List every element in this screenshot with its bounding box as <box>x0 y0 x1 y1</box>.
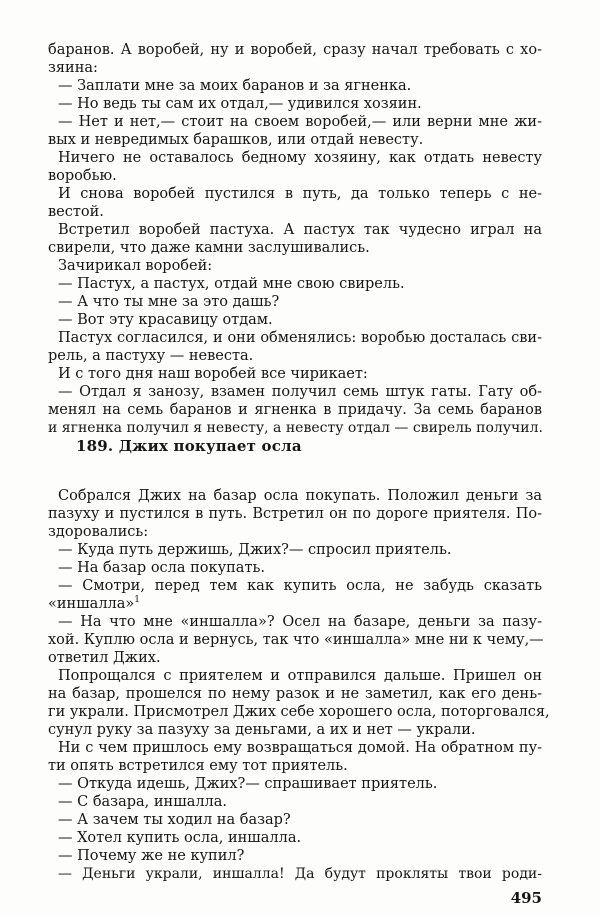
text-line: И снова воробей пустился в путь, да только теперь с не- <box>58 186 542 202</box>
text-line: ги украли. Присмотрел Джих себе хорошего осла, поторговался, <box>48 704 550 720</box>
text-line: — Нет и нет,— стоит на своем воробей,— или верни мне жи- <box>58 114 542 130</box>
text-line: на базар, прошелся по нему разок и не заметил, как его день- <box>48 686 542 702</box>
text-line: вых и невредимых барашков, или отдай невесту. <box>48 132 424 148</box>
text-line: — Заплати мне за моих баранов и за ягненка. <box>58 78 412 94</box>
text-line: ответил Джих. <box>48 650 161 666</box>
text-line: — Пастух, а пастух, отдай мне свою свирель. <box>58 276 405 292</box>
text-line: — Деньги украли, иншалла! Да будут прокляты твои роди- <box>58 866 542 882</box>
text-line: вестой. <box>48 204 104 220</box>
text-line: пазуху и пустился в путь. Встретил он по дороге приятеля. По- <box>48 506 542 522</box>
text-line: — Но ведь ты сам их отдал,— удивился хозяин. <box>58 96 422 112</box>
text-line: воробью. <box>48 168 117 184</box>
text-line <box>48 595 542 613</box>
text-line: — Вот эту красавицу отдам. <box>58 312 273 328</box>
footnote-mark: 1 <box>134 595 140 606</box>
text-line: Зачирикал воробей: <box>58 258 213 274</box>
text-line: здоровались: <box>48 524 149 540</box>
text-line: зяина: <box>48 60 98 76</box>
page-number: 495 <box>510 889 542 907</box>
text-line: — Почему же не купил? <box>58 848 245 864</box>
text-line: и ягненка получил я невесту, а невесту отдал — свирель получил. <box>48 420 543 436</box>
text-line: рель, а пастуху — невеста. <box>48 348 254 364</box>
text-line: — Хотел купить осла, иншалла. <box>58 830 302 846</box>
text-line: И с того дня наш воробей все чирикает: <box>58 366 368 382</box>
text-line: хой. Куплю осла и вернусь, так что «иншалла» мне ни к чему,— <box>48 632 544 648</box>
text-line: свирели, что даже камни заслушивались. <box>48 240 370 256</box>
text-line: сунул руку за пазуху за деньгами, а их и нет — украли. <box>48 722 476 738</box>
text-line: Попрощался с приятелем и отправился дальше. Пришел он <box>58 668 542 684</box>
footnote-quote: «иншалла» <box>48 596 135 612</box>
text-line: — Откуда идешь, Джих?— спрашивает приятель. <box>58 776 438 792</box>
text-line: — На что мне «иншалла»? Осел на базаре, деньги за пазу- <box>58 614 542 630</box>
text-line: Ни с чем пришлось ему возвращаться домой. На обратном пу- <box>58 740 542 756</box>
text-line: — С базара, иншалла. <box>58 794 228 810</box>
text-line: Собрался Джих на базар осла покупать. Положил деньги за <box>58 488 542 504</box>
text-line: — А что ты мне за это дашь? <box>58 294 280 310</box>
story-title: 189. Джих покупает осла <box>76 437 302 455</box>
text-line: — Куда путь держишь, Джих?— спросил приятель. <box>58 542 452 558</box>
text-line: Пастух согласился, и они обменялись: воробью досталась сви- <box>58 330 542 346</box>
text-line: баранов. А воробей, ну и воробей, сразу начал требовать с хо- <box>48 42 542 58</box>
text-line: — Отдал я занозу, взамен получил семь штук гаты. Гату об- <box>58 384 542 400</box>
text-line: Ничего не оставалось бедному хозяину, как отдать невесту <box>58 150 542 166</box>
text-line: — На базар осла покупать. <box>58 560 265 576</box>
text-line: — Смотри, перед тем как купить осла, не забудь сказать <box>58 578 542 594</box>
text-line: менял на семь баранов и ягненка в придачу. За семь баранов <box>48 402 542 418</box>
text-line: Встретил воробей пастуха. А пастух так чудесно играл на <box>58 222 542 238</box>
text-line: ти опять встретился ему тот приятель. <box>48 758 348 774</box>
text-line: — А зачем ты ходил на базар? <box>58 812 291 828</box>
